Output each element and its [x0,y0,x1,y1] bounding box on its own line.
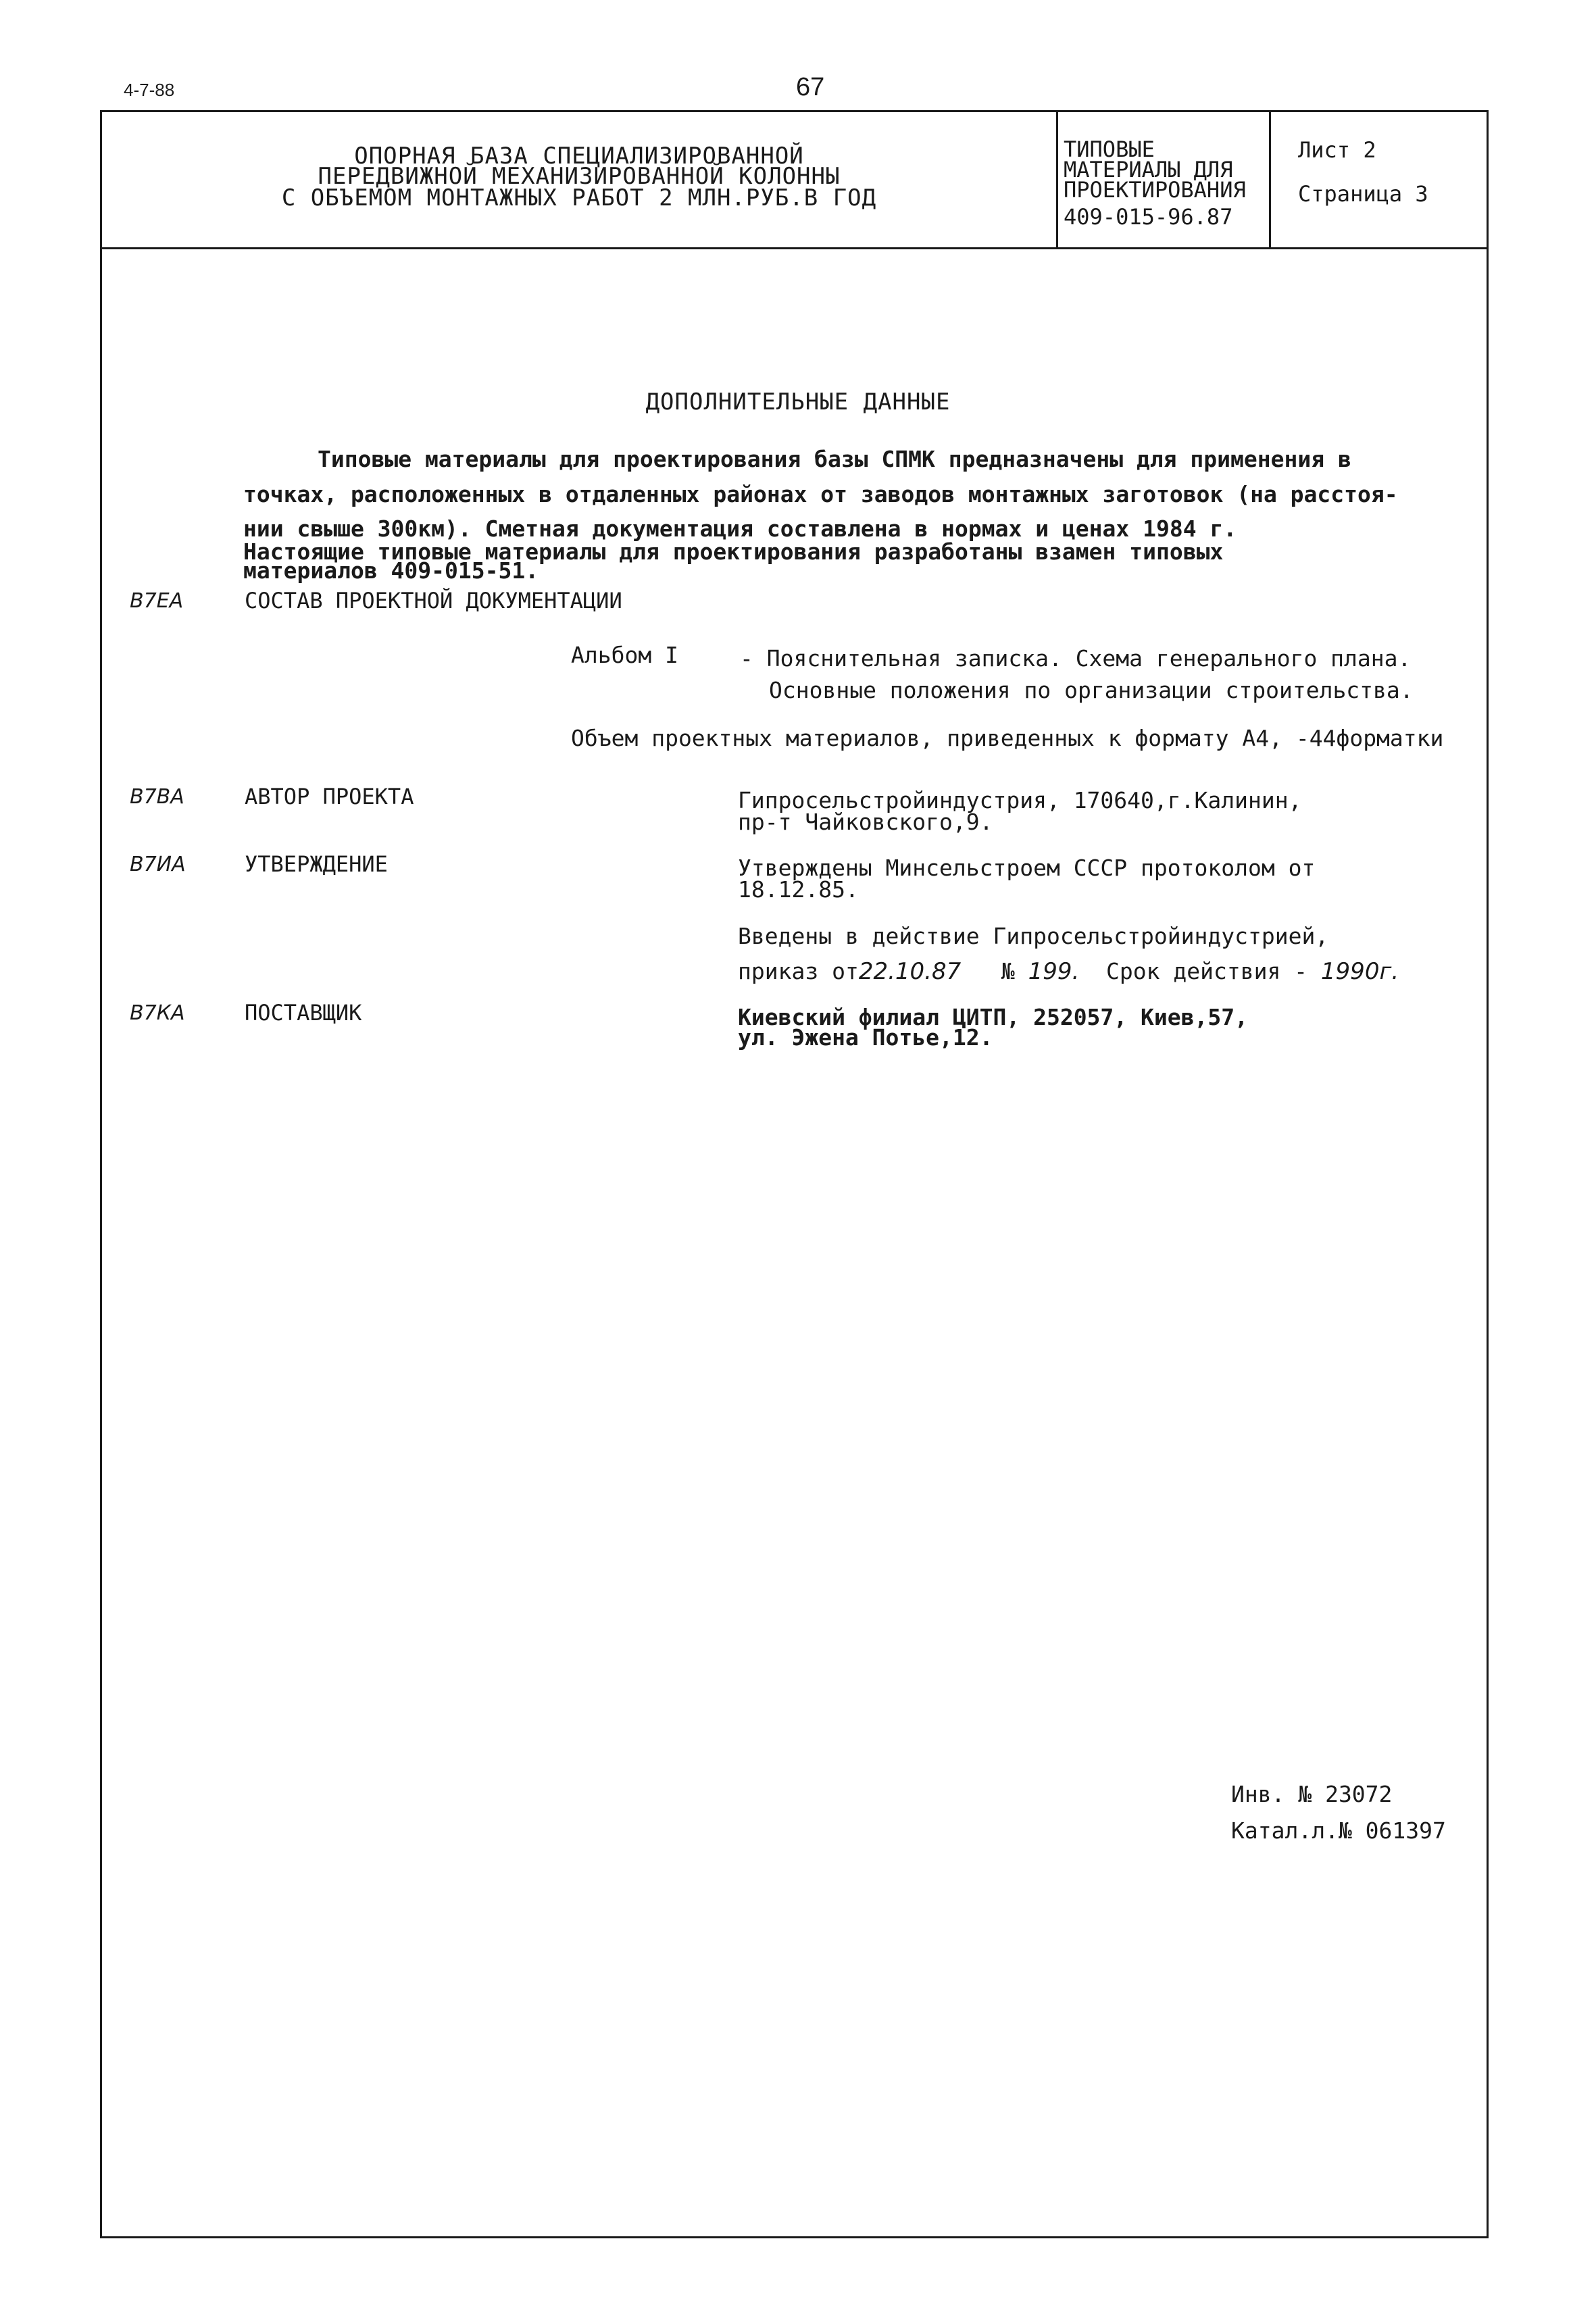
album-line-2: Основные положения по организации строительства. [769,677,1414,703]
author-code: В7ВА [130,785,184,809]
album-label: Альбом I [571,642,678,668]
supplier-line-1: Киевский филиал ЦИТП, 252057, Киев,57, [738,1004,1248,1030]
intro-line-3: нии свыше 300км). Сметная документация составлена в нормах и ценах 1984 г. [243,515,1237,542]
code-line-1: ТИПОВЫЕ [1064,136,1155,162]
code-line-3: ПРОЕКТИРОВАНИЯ [1064,177,1246,203]
approval-line-1: Утверждены Минсельстроем СССР протоколом от [738,855,1316,881]
order-number: 199. [1028,958,1080,985]
corner-code: 4-7-88 [124,80,175,100]
section-heading: ДОПОЛНИТЕЛЬНЫЕ ДАННЫЕ [645,388,951,416]
title-block-code [1058,112,1271,247]
order-number-label: № [1001,958,1015,984]
album-line-1: - Пояснительная записка. Схема генерального плана. [740,645,1412,672]
inventory-number: Инв. № 23072 [1231,1781,1393,1807]
intro-line-2: точках, расположенных в отдаленных районах от заводов монтажных заготовок (на расстоя- [243,481,1398,507]
supplier-code: В7КА [130,1001,185,1025]
composition-code: В7ЕА [130,589,184,613]
composition-title: СОСТАВ ПРОЕКТНОЙ ДОКУМЕНТАЦИИ [245,588,622,613]
author-title: АВТОР ПРОЕКТА [245,784,414,809]
order-date: 22.10.87 [858,958,962,985]
title-block-sheet [1271,112,1487,247]
title-line-3: С ОБЪЕМОМ МОНТАЖНЫХ РАБОТ 2 МЛН.РУБ.В ГОД [281,184,877,211]
sheet-number: Лист 2 [1298,137,1376,163]
approval-title: УТВЕРЖДЕНИЕ [245,851,388,877]
code-line-2: МАТЕРИАЛЫ ДЛЯ [1064,157,1233,182]
author-line-1: Гипросельстройиндустрия, 170640,г.Калинин, [738,787,1302,813]
author-line-2: пр-т Чайковского,9. [738,809,993,835]
approval-code: В7ИА [130,853,186,876]
supplier-title: ПОСТАВЩИК [245,1000,362,1026]
order-prefix: приказ от [738,958,859,984]
page-frame [100,110,1489,2238]
title-block-main [102,112,1058,247]
document-number: 409-015-96.87 [1064,204,1233,230]
validity-year: 1990г. [1320,958,1399,985]
supplier-line-2: ул. Эжена Потье,12. [738,1024,993,1051]
volume-line: Объем проектных материалов, приведенных к формату А4, -44форматки [571,725,1444,751]
page-number: 67 [796,73,825,101]
approval-order-line [738,958,1399,985]
catalog-number: Катал.л.№ 061397 [1231,1817,1446,1844]
validity-label: Срок действия - [1106,958,1308,984]
intro-line-5: материалов 409-015-51. [243,557,539,584]
page-label: Страница 3 [1298,181,1428,207]
intro-line-4: Настоящие типовые материалы для проектирования разработаны взамен типовых [243,538,1224,565]
approval-line-2: 18.12.85. [738,876,859,903]
title-line-2: ПЕРЕДВИЖНОЙ МЕХАНИЗИРОВАННОЙ КОЛОННЫ [318,163,841,190]
approval-line-3: Введены в действие Гипросельстройиндустрией, [738,923,1329,949]
title-block [102,112,1487,249]
title-line-1: ОПОРНАЯ БАЗА СПЕЦИАЛИЗИРОВАННОЙ [354,143,804,170]
intro-line-1: Типовые материалы для проектирования базы СПМК предназначены для применения в [318,446,1351,472]
